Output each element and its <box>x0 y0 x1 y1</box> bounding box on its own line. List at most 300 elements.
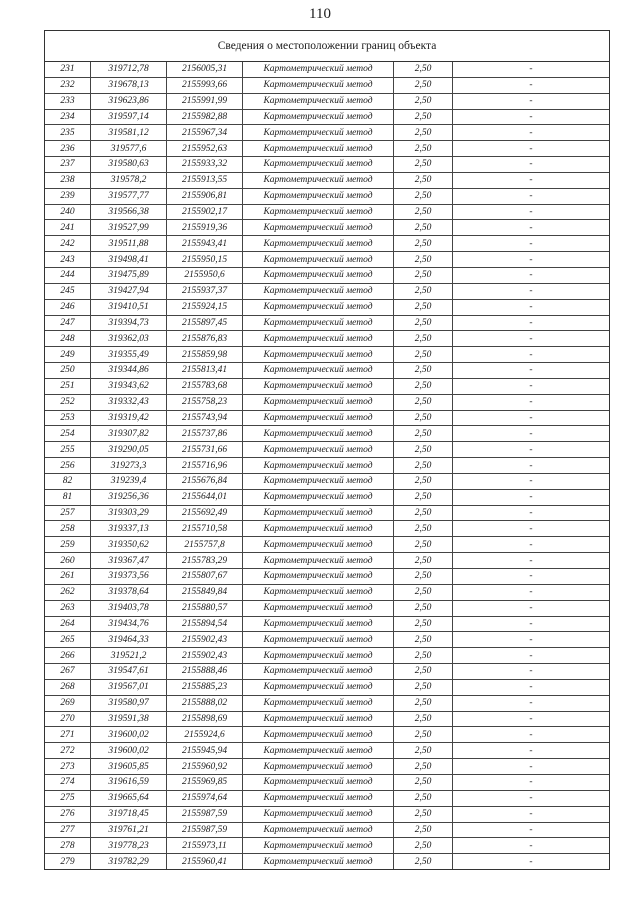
table-row <box>45 299 609 315</box>
y-coordinate-cell: 2155993,66 <box>167 77 243 93</box>
accuracy-cell: 2,50 <box>394 394 453 410</box>
page-number: 110 <box>309 6 331 22</box>
table-row <box>45 125 609 141</box>
accuracy-cell: 2,50 <box>394 759 453 775</box>
point-number-cell: 235 <box>45 125 91 141</box>
method-cell: Картометрический метод <box>243 727 394 743</box>
x-coordinate-cell: 319355,49 <box>91 347 167 363</box>
note-cell: - <box>453 283 610 299</box>
y-coordinate-cell: 2155885,23 <box>167 679 243 695</box>
method-cell: Картометрический метод <box>243 141 394 157</box>
point-number-cell: 250 <box>45 363 91 379</box>
point-number-cell: 255 <box>45 442 91 458</box>
x-coordinate-cell: 319427,94 <box>91 283 167 299</box>
table-row <box>45 236 609 252</box>
note-cell: - <box>453 521 610 537</box>
point-number-cell: 81 <box>45 489 91 505</box>
table-row <box>45 93 609 109</box>
point-number-cell: 261 <box>45 569 91 585</box>
method-cell: Картометрический метод <box>243 600 394 616</box>
table-row <box>45 822 609 838</box>
point-number-cell: 247 <box>45 315 91 331</box>
table-row <box>45 553 609 569</box>
y-coordinate-cell: 2155758,23 <box>167 394 243 410</box>
table-row <box>45 77 609 93</box>
x-coordinate-cell: 319605,85 <box>91 759 167 775</box>
y-coordinate-cell: 2155919,36 <box>167 220 243 236</box>
accuracy-cell: 2,50 <box>394 410 453 426</box>
method-cell: Картометрический метод <box>243 616 394 632</box>
method-cell: Картометрический метод <box>243 410 394 426</box>
point-number-cell: 262 <box>45 584 91 600</box>
x-coordinate-cell: 319547,61 <box>91 664 167 680</box>
y-coordinate-cell: 2155783,29 <box>167 553 243 569</box>
method-cell: Картометрический метод <box>243 489 394 505</box>
accuracy-cell: 2,50 <box>394 790 453 806</box>
y-coordinate-cell: 2155902,43 <box>167 648 243 664</box>
note-cell: - <box>453 394 610 410</box>
accuracy-cell: 2,50 <box>394 426 453 442</box>
table-row <box>45 141 609 157</box>
method-cell: Картометрический метод <box>243 458 394 474</box>
point-number-cell: 263 <box>45 600 91 616</box>
table-row <box>45 331 609 347</box>
note-cell: - <box>453 553 610 569</box>
x-coordinate-cell: 319567,01 <box>91 679 167 695</box>
x-coordinate-cell: 319761,21 <box>91 822 167 838</box>
method-cell: Картометрический метод <box>243 77 394 93</box>
y-coordinate-cell: 2155937,37 <box>167 283 243 299</box>
note-cell: - <box>453 125 610 141</box>
point-number-cell: 242 <box>45 236 91 252</box>
point-number-cell: 240 <box>45 204 91 220</box>
note-cell: - <box>453 410 610 426</box>
y-coordinate-cell: 2155807,67 <box>167 569 243 585</box>
method-cell: Картометрический метод <box>243 553 394 569</box>
method-cell: Картометрический метод <box>243 473 394 489</box>
x-coordinate-cell: 319782,29 <box>91 854 167 869</box>
y-coordinate-cell: 2155731,66 <box>167 442 243 458</box>
note-cell: - <box>453 141 610 157</box>
y-coordinate-cell: 2155906,81 <box>167 188 243 204</box>
point-number-cell: 265 <box>45 632 91 648</box>
note-cell: - <box>453 489 610 505</box>
note-cell: - <box>453 109 610 125</box>
method-cell: Картометрический метод <box>243 299 394 315</box>
method-cell: Картометрический метод <box>243 569 394 585</box>
x-coordinate-cell: 319665,64 <box>91 790 167 806</box>
accuracy-cell: 2,50 <box>394 838 453 854</box>
point-number-cell: 243 <box>45 252 91 268</box>
y-coordinate-cell: 2155987,59 <box>167 806 243 822</box>
accuracy-cell: 2,50 <box>394 648 453 664</box>
y-coordinate-cell: 2155894,54 <box>167 616 243 632</box>
method-cell: Картометрический метод <box>243 743 394 759</box>
table-row <box>45 489 609 505</box>
note-cell: - <box>453 220 610 236</box>
y-coordinate-cell: 2155987,59 <box>167 822 243 838</box>
point-number-cell: 254 <box>45 426 91 442</box>
table-row <box>45 394 609 410</box>
x-coordinate-cell: 319307,82 <box>91 426 167 442</box>
method-cell: Картометрический метод <box>243 537 394 553</box>
y-coordinate-cell: 2155967,34 <box>167 125 243 141</box>
point-number-cell: 275 <box>45 790 91 806</box>
x-coordinate-cell: 319718,45 <box>91 806 167 822</box>
table-row <box>45 743 609 759</box>
table-row <box>45 695 609 711</box>
y-coordinate-cell: 2155897,45 <box>167 315 243 331</box>
method-cell: Картометрический метод <box>243 125 394 141</box>
point-number-cell: 268 <box>45 679 91 695</box>
method-cell: Картометрический метод <box>243 93 394 109</box>
table-row <box>45 220 609 236</box>
table-row <box>45 252 609 268</box>
method-cell: Картометрический метод <box>243 62 394 77</box>
accuracy-cell: 2,50 <box>394 505 453 521</box>
point-number-cell: 231 <box>45 62 91 77</box>
boundary-coordinates-table <box>45 62 609 869</box>
table-row <box>45 569 609 585</box>
x-coordinate-cell: 319256,36 <box>91 489 167 505</box>
accuracy-cell: 2,50 <box>394 521 453 537</box>
x-coordinate-cell: 319581,12 <box>91 125 167 141</box>
x-coordinate-cell: 319337,13 <box>91 521 167 537</box>
method-cell: Картометрический метод <box>243 347 394 363</box>
method-cell: Картометрический метод <box>243 157 394 173</box>
method-cell: Картометрический метод <box>243 679 394 695</box>
accuracy-cell: 2,50 <box>394 854 453 869</box>
y-coordinate-cell: 2155898,69 <box>167 711 243 727</box>
table-row <box>45 62 609 77</box>
note-cell: - <box>453 267 610 283</box>
accuracy-cell: 2,50 <box>394 188 453 204</box>
table-row <box>45 188 609 204</box>
x-coordinate-cell: 319778,23 <box>91 838 167 854</box>
y-coordinate-cell: 2155888,02 <box>167 695 243 711</box>
note-cell: - <box>453 711 610 727</box>
note-cell: - <box>453 93 610 109</box>
table-row <box>45 458 609 474</box>
note-cell: - <box>453 157 610 173</box>
y-coordinate-cell: 2155991,99 <box>167 93 243 109</box>
y-coordinate-cell: 2155960,92 <box>167 759 243 775</box>
note-cell: - <box>453 774 610 790</box>
x-coordinate-cell: 319580,97 <box>91 695 167 711</box>
note-cell: - <box>453 679 610 695</box>
accuracy-cell: 2,50 <box>394 616 453 632</box>
y-coordinate-cell: 2155933,32 <box>167 157 243 173</box>
accuracy-cell: 2,50 <box>394 806 453 822</box>
table-row <box>45 378 609 394</box>
y-coordinate-cell: 2155783,68 <box>167 378 243 394</box>
note-cell: - <box>453 822 610 838</box>
point-number-cell: 234 <box>45 109 91 125</box>
method-cell: Картометрический метод <box>243 632 394 648</box>
table-row <box>45 109 609 125</box>
note-cell: - <box>453 172 610 188</box>
note-cell: - <box>453 458 610 474</box>
method-cell: Картометрический метод <box>243 774 394 790</box>
y-coordinate-cell: 2155913,55 <box>167 172 243 188</box>
point-number-cell: 246 <box>45 299 91 315</box>
note-cell: - <box>453 664 610 680</box>
x-coordinate-cell: 319410,51 <box>91 299 167 315</box>
accuracy-cell: 2,50 <box>394 267 453 283</box>
accuracy-cell: 2,50 <box>394 157 453 173</box>
note-cell: - <box>453 363 610 379</box>
accuracy-cell: 2,50 <box>394 363 453 379</box>
point-number-cell: 266 <box>45 648 91 664</box>
table-row <box>45 711 609 727</box>
point-number-cell: 278 <box>45 838 91 854</box>
x-coordinate-cell: 319350,62 <box>91 537 167 553</box>
note-cell: - <box>453 299 610 315</box>
y-coordinate-cell: 2155716,96 <box>167 458 243 474</box>
table-row <box>45 790 609 806</box>
y-coordinate-cell: 2155952,63 <box>167 141 243 157</box>
x-coordinate-cell: 319273,3 <box>91 458 167 474</box>
method-cell: Картометрический метод <box>243 394 394 410</box>
method-cell: Картометрический метод <box>243 759 394 775</box>
method-cell: Картометрический метод <box>243 648 394 664</box>
method-cell: Картометрический метод <box>243 109 394 125</box>
accuracy-cell: 2,50 <box>394 664 453 680</box>
note-cell: - <box>453 252 610 268</box>
method-cell: Картометрический метод <box>243 204 394 220</box>
x-coordinate-cell: 319434,76 <box>91 616 167 632</box>
y-coordinate-cell: 2155813,41 <box>167 363 243 379</box>
x-coordinate-cell: 319600,02 <box>91 727 167 743</box>
y-coordinate-cell: 2155902,17 <box>167 204 243 220</box>
y-coordinate-cell: 2155888,46 <box>167 664 243 680</box>
y-coordinate-cell: 2155969,85 <box>167 774 243 790</box>
point-number-cell: 258 <box>45 521 91 537</box>
y-coordinate-cell: 2155880,57 <box>167 600 243 616</box>
table-row <box>45 363 609 379</box>
accuracy-cell: 2,50 <box>394 473 453 489</box>
point-number-cell: 269 <box>45 695 91 711</box>
note-cell: - <box>453 632 610 648</box>
x-coordinate-cell: 319319,42 <box>91 410 167 426</box>
point-number-cell: 267 <box>45 664 91 680</box>
note-cell: - <box>453 727 610 743</box>
x-coordinate-cell: 319527,99 <box>91 220 167 236</box>
point-number-cell: 248 <box>45 331 91 347</box>
x-coordinate-cell: 319343,62 <box>91 378 167 394</box>
table-row <box>45 426 609 442</box>
point-number-cell: 273 <box>45 759 91 775</box>
point-number-cell: 276 <box>45 806 91 822</box>
table-row <box>45 838 609 854</box>
table-row <box>45 679 609 695</box>
point-number-cell: 232 <box>45 77 91 93</box>
x-coordinate-cell: 319394,73 <box>91 315 167 331</box>
point-number-cell: 270 <box>45 711 91 727</box>
x-coordinate-cell: 319344,86 <box>91 363 167 379</box>
note-cell: - <box>453 806 610 822</box>
note-cell: - <box>453 473 610 489</box>
point-number-cell: 253 <box>45 410 91 426</box>
method-cell: Картометрический метод <box>243 664 394 680</box>
note-cell: - <box>453 204 610 220</box>
accuracy-cell: 2,50 <box>394 125 453 141</box>
x-coordinate-cell: 319712,78 <box>91 62 167 77</box>
y-coordinate-cell: 2155859,98 <box>167 347 243 363</box>
accuracy-cell: 2,50 <box>394 93 453 109</box>
x-coordinate-cell: 319678,13 <box>91 77 167 93</box>
method-cell: Картометрический метод <box>243 854 394 869</box>
x-coordinate-cell: 319475,89 <box>91 267 167 283</box>
method-cell: Картометрический метод <box>243 442 394 458</box>
y-coordinate-cell: 2155945,94 <box>167 743 243 759</box>
method-cell: Картометрический метод <box>243 172 394 188</box>
note-cell: - <box>453 347 610 363</box>
table-row <box>45 315 609 331</box>
x-coordinate-cell: 319577,6 <box>91 141 167 157</box>
method-cell: Картометрический метод <box>243 695 394 711</box>
table-row <box>45 727 609 743</box>
y-coordinate-cell: 2155737,86 <box>167 426 243 442</box>
table-row <box>45 664 609 680</box>
y-coordinate-cell: 2155676,84 <box>167 473 243 489</box>
x-coordinate-cell: 319577,77 <box>91 188 167 204</box>
accuracy-cell: 2,50 <box>394 77 453 93</box>
x-coordinate-cell: 319521,2 <box>91 648 167 664</box>
note-cell: - <box>453 790 610 806</box>
accuracy-cell: 2,50 <box>394 569 453 585</box>
accuracy-cell: 2,50 <box>394 204 453 220</box>
table-row <box>45 806 609 822</box>
method-cell: Картометрический метод <box>243 331 394 347</box>
note-cell: - <box>453 854 610 869</box>
note-cell: - <box>453 838 610 854</box>
accuracy-cell: 2,50 <box>394 172 453 188</box>
accuracy-cell: 2,50 <box>394 584 453 600</box>
accuracy-cell: 2,50 <box>394 62 453 77</box>
y-coordinate-cell: 2155924,15 <box>167 299 243 315</box>
note-cell: - <box>453 537 610 553</box>
table-row <box>45 584 609 600</box>
point-number-cell: 274 <box>45 774 91 790</box>
table-row <box>45 759 609 775</box>
table-row <box>45 204 609 220</box>
method-cell: Картометрический метод <box>243 505 394 521</box>
table-row <box>45 157 609 173</box>
note-cell: - <box>453 695 610 711</box>
y-coordinate-cell: 2155943,41 <box>167 236 243 252</box>
note-cell: - <box>453 759 610 775</box>
x-coordinate-cell: 319578,2 <box>91 172 167 188</box>
accuracy-cell: 2,50 <box>394 727 453 743</box>
accuracy-cell: 2,50 <box>394 283 453 299</box>
accuracy-cell: 2,50 <box>394 378 453 394</box>
accuracy-cell: 2,50 <box>394 442 453 458</box>
y-coordinate-cell: 2155757,8 <box>167 537 243 553</box>
method-cell: Картометрический метод <box>243 220 394 236</box>
x-coordinate-cell: 319616,59 <box>91 774 167 790</box>
y-coordinate-cell: 2155924,6 <box>167 727 243 743</box>
note-cell: - <box>453 77 610 93</box>
method-cell: Картометрический метод <box>243 188 394 204</box>
note-cell: - <box>453 315 610 331</box>
point-number-cell: 277 <box>45 822 91 838</box>
method-cell: Картометрический метод <box>243 252 394 268</box>
table-row <box>45 600 609 616</box>
table-row <box>45 410 609 426</box>
point-number-cell: 252 <box>45 394 91 410</box>
point-number-cell: 233 <box>45 93 91 109</box>
x-coordinate-cell: 319303,29 <box>91 505 167 521</box>
y-coordinate-cell: 2155849,84 <box>167 584 243 600</box>
x-coordinate-cell: 319623,86 <box>91 93 167 109</box>
method-cell: Картометрический метод <box>243 283 394 299</box>
method-cell: Картометрический метод <box>243 378 394 394</box>
accuracy-cell: 2,50 <box>394 537 453 553</box>
table-row <box>45 442 609 458</box>
accuracy-cell: 2,50 <box>394 743 453 759</box>
table-row <box>45 632 609 648</box>
point-number-cell: 245 <box>45 283 91 299</box>
table-row <box>45 267 609 283</box>
accuracy-cell: 2,50 <box>394 141 453 157</box>
note-cell: - <box>453 648 610 664</box>
note-cell: - <box>453 426 610 442</box>
table-row <box>45 473 609 489</box>
x-coordinate-cell: 319332,43 <box>91 394 167 410</box>
y-coordinate-cell: 2155876,83 <box>167 331 243 347</box>
method-cell: Картометрический метод <box>243 790 394 806</box>
note-cell: - <box>453 616 610 632</box>
note-cell: - <box>453 743 610 759</box>
accuracy-cell: 2,50 <box>394 252 453 268</box>
x-coordinate-cell: 319403,78 <box>91 600 167 616</box>
point-number-cell: 279 <box>45 854 91 869</box>
note-cell: - <box>453 569 610 585</box>
method-cell: Картометрический метод <box>243 838 394 854</box>
table-title: Сведения о местоположении границ объекта <box>45 31 609 62</box>
x-coordinate-cell: 319362,03 <box>91 331 167 347</box>
accuracy-cell: 2,50 <box>394 220 453 236</box>
note-cell: - <box>453 442 610 458</box>
point-number-cell: 249 <box>45 347 91 363</box>
accuracy-cell: 2,50 <box>394 679 453 695</box>
method-cell: Картометрический метод <box>243 267 394 283</box>
method-cell: Картометрический метод <box>243 521 394 537</box>
method-cell: Картометрический метод <box>243 236 394 252</box>
boundary-table-sheet <box>44 30 610 870</box>
point-number-cell: 251 <box>45 378 91 394</box>
accuracy-cell: 2,50 <box>394 489 453 505</box>
x-coordinate-cell: 319378,64 <box>91 584 167 600</box>
note-cell: - <box>453 378 610 394</box>
note-cell: - <box>453 62 610 77</box>
x-coordinate-cell: 319464,33 <box>91 632 167 648</box>
point-number-cell: 259 <box>45 537 91 553</box>
accuracy-cell: 2,50 <box>394 331 453 347</box>
method-cell: Картометрический метод <box>243 363 394 379</box>
table-row <box>45 648 609 664</box>
point-number-cell: 241 <box>45 220 91 236</box>
note-cell: - <box>453 236 610 252</box>
method-cell: Картометрический метод <box>243 806 394 822</box>
y-coordinate-cell: 2155973,11 <box>167 838 243 854</box>
x-coordinate-cell: 319290,05 <box>91 442 167 458</box>
method-cell: Картометрический метод <box>243 822 394 838</box>
y-coordinate-cell: 2155960,41 <box>167 854 243 869</box>
y-coordinate-cell: 2155950,6 <box>167 267 243 283</box>
x-coordinate-cell: 319239,4 <box>91 473 167 489</box>
